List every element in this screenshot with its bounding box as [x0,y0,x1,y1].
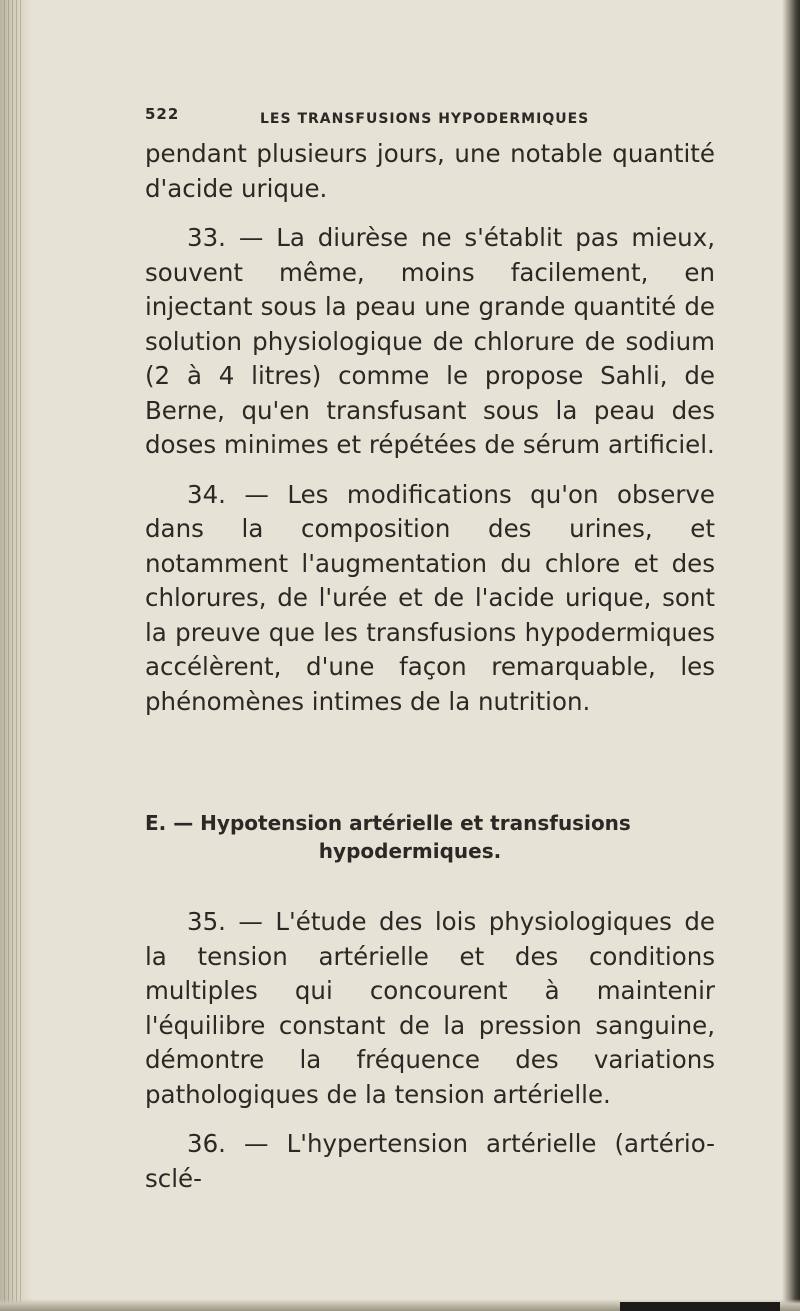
paragraph-34: 34. — Les modifications qu'on observe dans la composition des urines, et notamment l'augmentation du chlore et des chlorures, de l'urée et de l'acide urique, sont la preuve que les transfusions hypodermiques accélèrent, d'une façon remarquable, les phénomènes intimes de la nutrition. [145,479,715,716]
bottom-dark-strip [620,1302,780,1311]
page-number: 522 [145,105,180,123]
paragraph-intro: pendant plusieurs jours, une notable quantité d'acide urique. [145,139,715,203]
paragraph-33: 33. — La diurèse ne s'établit pas mieux, souvent même, moins facilement, en injectant sous la peau une grande quantité de solution physiologique de chlorure de sodium (2 à 4 litres) comme le propose Sahli, de Berne, qu'en transfusant sous la peau des doses minimes et répétées de sérum artificiel. [145,223,715,459]
paragraph-36: 36. — L'hypertension artérielle (artério-sclé- [145,1129,715,1193]
fore-edge-shadow [782,0,800,1311]
section-heading [145,809,715,865]
section-heading-line-1: E. — Hypotension artérielle et transfusions [145,811,631,835]
paragraph-35: 35. — L'étude des lois physiologiques de la tension artérielle et des conditions multiples qui concourent à maintenir l'équilibre constant de la pression sanguine, démontre la fréquence des variations pathologiques de la tension artérielle. [145,907,715,1109]
page-header [145,95,715,137]
page-content [145,95,715,1196]
binding-edge-lines [4,0,22,1311]
section-heading-line-2: hypodermiques. [318,839,502,863]
running-title: LES TRANSFUSIONS HYPODERMIQUES [260,111,590,127]
